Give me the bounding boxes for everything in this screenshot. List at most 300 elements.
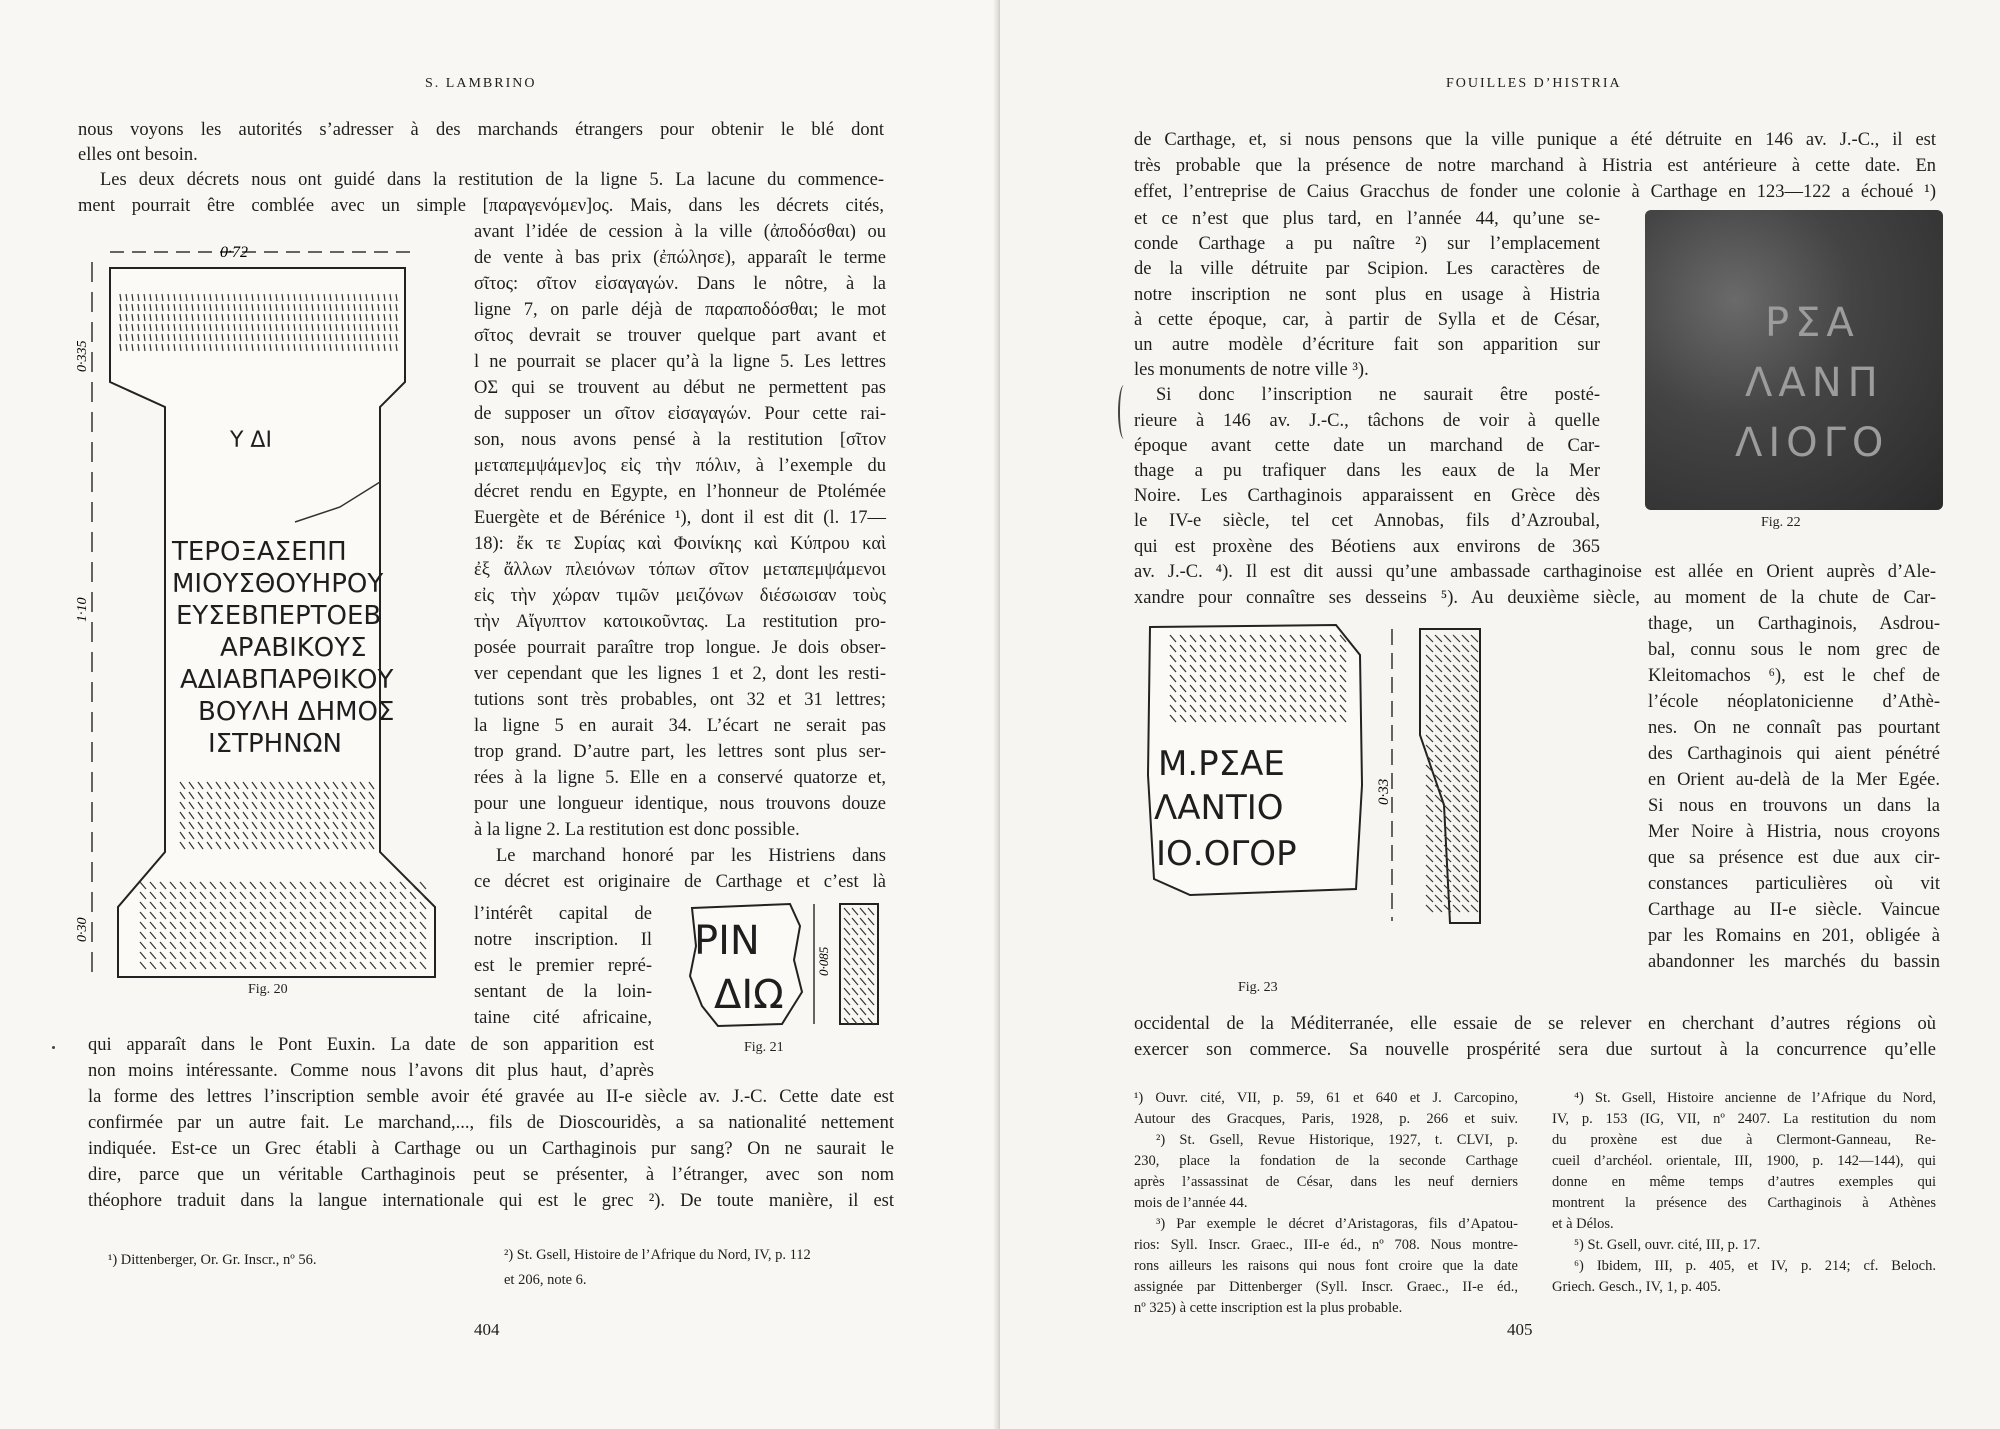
text-line: sentant de la loin- — [474, 982, 652, 1002]
page-number-left: 404 — [474, 1320, 500, 1339]
text-line: très probable que la présence de notre marchand à Histria est antérieure à cette date. En — [1134, 156, 1936, 176]
hatch-stroke — [1444, 725, 1451, 732]
hatch-stroke — [1453, 885, 1460, 892]
text-line: en Orient au-delà de la Mer Egée. — [1648, 770, 1940, 790]
hatch-stroke — [1471, 835, 1478, 842]
text-line: av. J.-C. ⁴). Il est dit aussi qu’une ambassade carthaginoise est allée en Orient auprès d’Ale- — [1134, 562, 1936, 582]
text-line: ΟΣ qui se trouvent au début ne permettent pas — [474, 378, 886, 398]
hatch-stroke — [1435, 905, 1442, 912]
hatch-stroke — [420, 882, 426, 889]
hatch-stroke — [852, 948, 858, 955]
insc-line: ΜΙΟΥΣΘΟΥΗΡΟΥ — [172, 569, 384, 599]
hatch-stroke — [844, 968, 850, 975]
hatch-stroke — [1453, 665, 1460, 672]
hatch-stroke — [1426, 855, 1433, 862]
hatch-stroke — [1453, 875, 1460, 882]
hatch-stroke — [1453, 765, 1460, 772]
text-line: 18): ἔκ τε Συρίας καὶ Φοινίκης καὶ Κύπρου καὶ — [474, 534, 886, 554]
hatch-stroke — [844, 1008, 850, 1015]
hatch-stroke — [1462, 635, 1469, 642]
text-line: un autre modèle d’écriture fait son apparition sur — [1134, 335, 1600, 355]
text-line: taine cité africaine, — [474, 1008, 652, 1028]
hatch-stroke — [844, 908, 850, 915]
hatch-stroke — [1426, 785, 1433, 792]
text-line: σῖτος devrait se trouver quelque part avant et — [474, 326, 886, 346]
hatch-stroke — [868, 908, 874, 915]
hatch-stroke — [1453, 725, 1460, 732]
hatch-stroke — [1453, 815, 1460, 822]
text-line: Le marchand honoré par les Histriens dans — [496, 846, 886, 866]
footnote-line: Autour des Gracques, Paris, 1928, p. 266 et suiv. — [1134, 1111, 1518, 1127]
hatch-stroke — [1471, 695, 1478, 702]
hatch-stroke — [1435, 885, 1442, 892]
hatch-stroke — [1426, 815, 1433, 822]
hatch-stroke — [1426, 725, 1433, 732]
hatch-stroke — [860, 968, 866, 975]
text-line: de la ville détruite par Scipion. Les caractères de — [1134, 259, 1600, 280]
hatch-stroke — [1471, 765, 1478, 772]
hatch-stroke — [860, 908, 866, 915]
hatch-stroke — [1453, 645, 1460, 652]
hatch-stroke — [1453, 855, 1460, 862]
hatch-stroke — [1453, 905, 1460, 912]
text-line: tutions sont très probables, ont 32 et 31 lettres; — [474, 690, 886, 710]
insc-line: ΑΔΙΑΒΠΑΡΘΙΚΟΥ — [180, 665, 394, 695]
text-line: à la ligne 2. La restitution est donc possible. — [474, 820, 800, 840]
text-line: dire, parce que un véritable Carthaginois peut se présenter, à l’étranger, avec son nom — [88, 1165, 894, 1185]
fig-20-caption: Fig. 20 — [248, 982, 288, 997]
hatch-stroke — [1444, 655, 1451, 662]
footnote-line: ⁴) St. Gsell, Histoire ancienne de l’Afrique du Nord, — [1574, 1090, 1936, 1106]
hatch-stroke — [1444, 665, 1451, 672]
hatch-stroke — [1462, 775, 1469, 782]
insc-line: Υ ΔΙ — [230, 428, 272, 453]
hatch-stroke — [1453, 835, 1460, 842]
text-line: ver cependant que les lignes 1 et 2, dont les resti- — [474, 664, 886, 684]
fig-23-inscription — [1154, 744, 1297, 874]
insc-line: ΛΑΝΤΙΟ — [1154, 788, 1284, 828]
text-line: les monuments de notre ville ³). — [1134, 360, 1369, 381]
hatch-stroke — [1471, 815, 1478, 822]
text-line: exercer son commerce. Sa nouvelle prospérité sera due surtout à la concurrence qu’elle — [1134, 1040, 1936, 1060]
insc-line: ΑΡΑΒΙΚΟΥΣ — [220, 633, 367, 663]
hatch-stroke — [852, 978, 858, 985]
fig-21-dim: 0·085 — [816, 946, 831, 976]
hatch-stroke — [1435, 705, 1442, 712]
hatch-stroke — [852, 998, 858, 1005]
hatch-stroke — [1435, 895, 1442, 902]
hatch-stroke — [1453, 735, 1460, 742]
hatch-stroke — [852, 918, 858, 925]
fig-23-dim: 0·33 — [1376, 778, 1392, 805]
ink-speck — [52, 1046, 55, 1049]
hatch-stroke — [1426, 695, 1433, 702]
hatch-stroke — [1435, 845, 1442, 852]
hatch-stroke — [1435, 745, 1442, 752]
hatch-stroke — [844, 928, 850, 935]
insc-line: ΛΑΝΠ — [1745, 360, 1884, 406]
hatch-stroke — [1435, 645, 1442, 652]
hatch-stroke — [868, 968, 874, 975]
hatch-stroke — [1426, 845, 1433, 852]
text-line: μεταπεμψάμεν]ος εἰς τὴν πόλιν, à l’exemple du — [474, 456, 886, 476]
hatch-stroke — [852, 958, 858, 965]
text-line: qui est proxène des Béotiens aux environs de 365 — [1134, 536, 1600, 557]
hatch-stroke — [852, 928, 858, 935]
hatch-stroke — [844, 948, 850, 955]
hatch-stroke — [1444, 845, 1451, 852]
fig-22-photo — [1645, 210, 1943, 510]
text-line: σῖτος: σῖτον εἰσαγαγών. Dans le nôtre, à la — [474, 274, 886, 294]
hatch-stroke — [1444, 765, 1451, 772]
text-line: Mer Noire à Histria, nous croyons — [1648, 822, 1940, 842]
text-line: décret rendu en Egypte, en l’honneur de Ptolémée — [474, 482, 886, 502]
hatch-stroke — [1426, 895, 1433, 902]
hatch-stroke — [1471, 895, 1478, 902]
hatch-stroke — [868, 938, 874, 945]
hatch-stroke — [852, 988, 858, 995]
insc-line: ΒΟΥΛΗ ΔΗΜΟΣ — [198, 697, 395, 727]
hatch-stroke — [1471, 755, 1478, 762]
footnote-line: et à Délos. — [1552, 1216, 1614, 1232]
hatch-stroke — [1426, 715, 1433, 722]
text-line: notre inscription. Il — [474, 930, 652, 950]
footnote-line: ³) Par exemple le décret d’Aristagoras, fils d’Apatou- — [1156, 1216, 1518, 1232]
hatch-stroke — [1426, 635, 1433, 642]
hatch-stroke — [844, 998, 850, 1005]
hatch-stroke — [1435, 725, 1442, 732]
hatch-stroke — [1471, 735, 1478, 742]
hatch-stroke — [1435, 755, 1442, 762]
text-line: ligne 7, on parle déjà de παραποδόσθαι; le mot — [474, 300, 886, 320]
hatch-stroke — [1462, 715, 1469, 722]
text-line: posée pourrait paraître trop longue. Je dois obser- — [474, 638, 886, 658]
hatch-stroke — [1453, 845, 1460, 852]
hatch-stroke — [860, 918, 866, 925]
hatch-stroke — [1453, 795, 1460, 802]
insc-line: ΕΥΣΕΒΠΕΡΤΟΕΒ — [176, 601, 382, 631]
hatch-stroke — [1444, 645, 1451, 652]
hatch-stroke — [860, 988, 866, 995]
hatch-stroke — [1444, 745, 1451, 752]
hatch-stroke — [1462, 735, 1469, 742]
insc-line: ΡΙΝ — [694, 918, 760, 964]
text-line: avant l’idée de cession à la ville (ἀποδόσθαι) ou — [474, 222, 886, 242]
hatch-stroke — [1462, 795, 1469, 802]
hatch-stroke — [1426, 865, 1433, 872]
hatch-stroke — [1471, 705, 1478, 712]
hatch-stroke — [1462, 815, 1469, 822]
hatch-stroke — [1453, 775, 1460, 782]
footnote-line: après l’assassinat de César, dans les neuf derniers — [1134, 1174, 1518, 1190]
text-line: à cette époque, car, à partir de Sylla et de César, — [1134, 309, 1600, 330]
hatch-stroke — [1471, 905, 1478, 912]
hatch-stroke — [1462, 665, 1469, 672]
text-line: conde Carthage a pu naître ²) sur l’emplacement — [1134, 234, 1600, 255]
hatch-stroke — [1453, 825, 1460, 832]
insc-line: ΛΙΟΓΟ — [1735, 420, 1890, 466]
text-line: confirmée par un autre fait. Le marchand,..., fils de Dioscouridès, a sa nationalité nettement — [88, 1113, 894, 1133]
hatch-stroke — [1453, 685, 1460, 692]
hatch-stroke — [1453, 705, 1460, 712]
hatch-stroke — [868, 948, 874, 955]
text-line: la forme des lettres l’inscription semble avoir été gravée au II-e siècle av. J.-C. Cette date est — [88, 1087, 894, 1107]
hatch-stroke — [1453, 695, 1460, 702]
text-line: occidental de la Méditerranée, elle essaie de se relever en cherchant d’autres régions où — [1134, 1014, 1936, 1034]
hatch-stroke — [1426, 885, 1433, 892]
running-head-left: S. LAMBRINO — [425, 76, 537, 91]
text-line: notre inscription ne sont plus en usage à Histria — [1134, 284, 1600, 305]
hatch-stroke — [1471, 665, 1478, 672]
footnote-line: IV, p. 153 (IG, VII, nº 2407. La restitution du nom — [1552, 1111, 1936, 1127]
hatch-stroke — [1471, 775, 1478, 782]
hatch-stroke — [1435, 805, 1442, 812]
hatch-stroke — [1471, 725, 1478, 732]
hatch-stroke — [1426, 645, 1433, 652]
hatch-stroke — [1435, 695, 1442, 702]
hatch-stroke — [1453, 675, 1460, 682]
hatch-stroke — [1435, 635, 1442, 642]
hatch-stroke — [1471, 885, 1478, 892]
hatch-stroke — [1462, 855, 1469, 862]
hatch-stroke — [1453, 745, 1460, 752]
fig-23-drawing — [1130, 615, 1490, 937]
hatch-stroke — [1426, 875, 1433, 882]
hatch-stroke — [860, 958, 866, 965]
hatch-stroke — [1426, 735, 1433, 742]
hatch-stroke — [852, 968, 858, 975]
hatch-stroke — [1426, 805, 1433, 812]
hatch-stroke — [1435, 715, 1442, 722]
text-line: elles ont besoin. — [78, 145, 198, 165]
hatch-stroke — [1471, 715, 1478, 722]
hatch-stroke — [1462, 805, 1469, 812]
hatch-stroke — [1462, 645, 1469, 652]
fig-20-dim-base: 0·30 — [75, 917, 90, 942]
hatch-stroke — [1462, 895, 1469, 902]
text-line: l’intérêt capital de — [474, 904, 652, 924]
page-number-right: 405 — [1507, 1320, 1533, 1339]
hatch-stroke — [1453, 655, 1460, 662]
footnote-line: mois de l’année 44. — [1134, 1195, 1248, 1211]
text-line: thage a pu trafiquer dans les eaux de la Mer — [1134, 461, 1600, 481]
hatch-stroke — [1444, 735, 1451, 742]
hatch-stroke — [868, 978, 874, 985]
fig-23-caption: Fig. 23 — [1238, 980, 1278, 995]
text-line: son, nous avons pensé à la restitution [σῖτον — [474, 430, 886, 450]
footnote-line: 230, place la fondation de la seconde Carthage — [1134, 1153, 1518, 1169]
hatch-stroke — [1426, 775, 1433, 782]
footnote-line: rons ailleurs les raisons qui nous font croire que la date — [1134, 1258, 1518, 1274]
footnote: ¹) Dittenberger, Or. Gr. Inscr., nº 56. — [108, 1252, 317, 1268]
hatch-stroke — [1444, 795, 1451, 802]
hatch-stroke — [1435, 765, 1442, 772]
hatch-stroke — [1462, 865, 1469, 872]
hatch-stroke — [1426, 665, 1433, 672]
hatch-stroke — [1426, 745, 1433, 752]
hatch-stroke — [860, 938, 866, 945]
hatch-stroke — [1462, 885, 1469, 892]
text-line: abandonner les marchés du bassin — [1648, 952, 1940, 972]
hatch-stroke — [852, 938, 858, 945]
text-line: Si donc l’inscription ne saurait être posté- — [1156, 385, 1600, 406]
hatch-stroke — [1462, 905, 1469, 912]
text-line: trop grand. D’autre part, les lettres sont plus ser- — [474, 742, 886, 762]
text-line: Kleitomachos ⁶), est le chef de — [1648, 666, 1940, 686]
text-line: Noire. Les Carthaginois apparaissent en Grèce dès — [1134, 486, 1600, 507]
text-line: rées à la ligne 5. Elle en a conservé quatorze et, — [474, 768, 886, 788]
hatch-stroke — [1435, 735, 1442, 742]
hatch-stroke — [844, 988, 850, 995]
text-line: εἰς τὴν χώραν τιμῶν μειζόνων διέσωισαν τοὺς — [474, 586, 886, 606]
hatch-stroke — [844, 918, 850, 925]
hatch-stroke — [1471, 675, 1478, 682]
hatch-stroke — [1426, 795, 1433, 802]
hatch-stroke — [860, 948, 866, 955]
insc-line: ΡΣΑ — [1765, 300, 1860, 346]
fig-20-dim-width: 0·72 — [220, 244, 248, 261]
hatch-stroke — [1462, 845, 1469, 852]
fig-20-dim-top: 0·335 — [75, 340, 90, 372]
text-line: ἐξ ἄλλων πλειόνων τόπων σῖτον μεταπεμψάμενοι — [474, 560, 886, 580]
text-line: constances particulières où vit — [1648, 874, 1940, 894]
fig-20-drawing — [75, 242, 470, 982]
hatch-stroke — [1426, 705, 1433, 712]
fig-21-caption: Fig. 21 — [744, 1040, 784, 1055]
text-line: est le premier repré- — [474, 956, 652, 976]
hatch-stroke — [1444, 775, 1451, 782]
hatch-stroke — [1444, 895, 1451, 902]
hatch-stroke — [860, 928, 866, 935]
hatch-stroke — [1453, 785, 1460, 792]
text-line: le IV-e siècle, tel cet Annobas, fils d’Azroubal, — [1134, 511, 1600, 532]
hatch-stroke — [1471, 745, 1478, 752]
hatch-stroke — [1435, 855, 1442, 862]
hatch-stroke — [1471, 685, 1478, 692]
hatch-stroke — [1462, 835, 1469, 842]
text-line: indiquée. Est-ce un Grec établi à Carthage ou un Carthaginois pur sang? On ne saurait le — [88, 1139, 894, 1159]
hatch-stroke — [1435, 875, 1442, 882]
hatch-stroke — [860, 998, 866, 1005]
hatch-stroke — [1453, 755, 1460, 762]
insc-line: ΤΕΡΟΞΑΣΕΠΠ — [172, 537, 347, 567]
text-line: et ce n’est que plus tard, en l’année 44, qu’une se- — [1134, 209, 1600, 229]
hatch-stroke — [844, 958, 850, 965]
text-line: xandre pour connaître ses desseins ⁵). Au deuxième siècle, au moment de la chute de Car- — [1134, 588, 1936, 608]
hatch-stroke — [868, 928, 874, 935]
right-page — [1000, 0, 2000, 1429]
text-line: rieure à 146 av. J.-C., tâchons de voir à quelle — [1134, 410, 1600, 431]
hatch-stroke — [1471, 855, 1478, 862]
footnote-line: Griech. Gesch., IV, 1, p. 405. — [1552, 1279, 1721, 1295]
footnote-line: ⁵) St. Gsell, ouvr. cité, III, p. 17. — [1574, 1237, 1761, 1253]
hatch-stroke — [868, 1008, 874, 1015]
hatch-stroke — [1426, 905, 1433, 912]
hatch-stroke — [868, 998, 874, 1005]
footnote-line: donne en même temps d’autres exemples qui — [1552, 1174, 1936, 1190]
hatch-stroke — [1462, 675, 1469, 682]
hatch-stroke — [868, 988, 874, 995]
text-line: l’école néoplatonicienne d’Athè- — [1648, 692, 1940, 712]
fig-21-hatching — [844, 908, 874, 1025]
hatch-stroke — [1462, 755, 1469, 762]
hatch-stroke — [844, 938, 850, 945]
hatch-stroke — [1462, 875, 1469, 882]
text-line: τὴν Αἴγυπτον κατοικοῦντας. La restitution pro- — [474, 612, 886, 632]
hatch-stroke — [1435, 685, 1442, 692]
hatch-stroke — [1471, 845, 1478, 852]
hatch-stroke — [1444, 715, 1451, 722]
text-line: qui apparaît dans le Pont Euxin. La date de son apparition est — [88, 1035, 654, 1055]
hatch-stroke — [1426, 835, 1433, 842]
insc-line: ΔΙΩ — [714, 972, 784, 1018]
hatch-stroke — [1471, 805, 1478, 812]
hatch-stroke — [1471, 865, 1478, 872]
text-line: ment pourrait être comblée avec un simple [παραγενόμεν]ος. Mais, dans les décrets cités, — [78, 196, 884, 216]
hatch-stroke — [1426, 685, 1433, 692]
text-line: ce décret est originaire de Carthage et c’est là — [474, 872, 886, 892]
text-line: effet, l’entreprise de Caius Gracchus de fonder une colonie à Carthage en 123—122 a échoué ¹) — [1134, 182, 1936, 202]
margin-mark — [1118, 385, 1130, 439]
fig-20-dim-shaft: 1·10 — [75, 597, 90, 622]
text-line: Carthage au II-e siècle. Vaincue — [1648, 900, 1940, 920]
text-line: de supposer un σῖτον εἰσαγαγών. Pour cette rai- — [474, 404, 886, 424]
hatch-stroke — [860, 1008, 866, 1015]
insc-line: Μ.ΡΣΑΕ — [1158, 744, 1285, 784]
running-head-right: FOUILLES D’HISTRIA — [1446, 76, 1622, 91]
text-line: nous voyons les autorités s’adresser à des marchands étrangers pour obtenir le blé dont — [78, 120, 884, 140]
text-line: Si nous en trouvons un dans la — [1648, 796, 1940, 816]
hatch-stroke — [1426, 675, 1433, 682]
text-line: nes. On ne connaît pas pourtant — [1648, 718, 1940, 738]
hatch-stroke — [1444, 635, 1451, 642]
hatch-stroke — [1444, 705, 1451, 712]
hatch-stroke — [852, 1008, 858, 1015]
hatch-stroke — [1444, 695, 1451, 702]
footnote-line: montrent la présence des Carthaginois à Athènes — [1552, 1195, 1936, 1211]
hatch-stroke — [1453, 715, 1460, 722]
hatch-stroke — [868, 918, 874, 925]
hatch-stroke — [844, 978, 850, 985]
text-line: bal, connu sous le nom grec de — [1648, 640, 1940, 660]
hatch-stroke — [1444, 675, 1451, 682]
hatch-stroke — [1462, 825, 1469, 832]
footnote-line: ⁶) Ibidem, III, p. 405, et IV, p. 214; cf. Beloch. — [1574, 1258, 1936, 1274]
footnote-line: assignée par Dittenberger (Syll. Inscr. Graec., II-e éd., — [1134, 1279, 1518, 1295]
hatch-stroke — [1435, 655, 1442, 662]
footnote-line: du proxène est due à Clermont-Ganneau, Re- — [1552, 1132, 1936, 1148]
hatch-stroke — [1453, 865, 1460, 872]
insc-line: ΙΣΤΡΗΝΩΝ — [208, 729, 342, 759]
hatch-stroke — [1444, 755, 1451, 762]
hatch-stroke — [1444, 685, 1451, 692]
hatch-stroke — [1462, 705, 1469, 712]
hatch-stroke — [1435, 815, 1442, 822]
hatch-stroke — [1471, 635, 1478, 642]
hatch-stroke — [1435, 835, 1442, 842]
text-line: Les deux décrets nous ont guidé dans la restitution de la ligne 5. La lacune du commence- — [100, 170, 884, 190]
footnote-line: nº 325) à cette inscription est la plus probable. — [1134, 1300, 1403, 1316]
hatch-stroke — [1471, 875, 1478, 882]
text-line: que sa présence est due aux cir- — [1648, 848, 1940, 868]
text-line: non moins intéressante. Comme nous l’avons dit plus haut, d’après — [88, 1061, 654, 1081]
hatch-stroke — [1471, 785, 1478, 792]
fig-22-caption: Fig. 22 — [1761, 515, 1801, 530]
hatch-stroke — [1462, 655, 1469, 662]
footnote: ²) St. Gsell, Histoire de l’Afrique du Nord, IV, p. 112 — [504, 1247, 811, 1263]
hatch-stroke — [1435, 675, 1442, 682]
hatch-stroke — [1426, 825, 1433, 832]
